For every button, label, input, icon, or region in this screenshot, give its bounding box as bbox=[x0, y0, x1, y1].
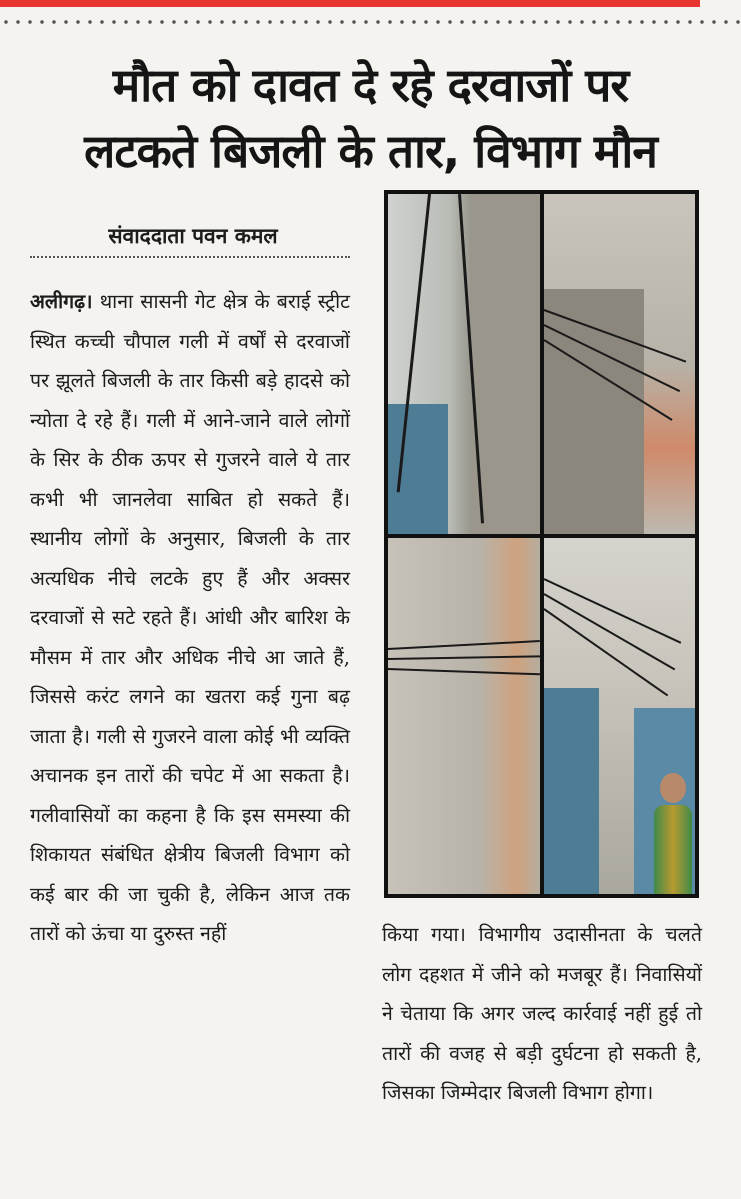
photo-panel-1 bbox=[388, 194, 540, 534]
hanging-wire bbox=[388, 668, 540, 675]
article-left-text: थाना सासनी गेट क्षेत्र के बराई स्ट्रीट स्थित कच्ची चौपाल गली में वर्षों से दरवाजों पर झूलते बिजली के तार किसी बड़े हादसे को न्योता दे रहे हैं। गली में आने-जाने वाले लोगों के सिर के ठीक ऊपर से गुजरने वाले ये तार कभी भी जानलेवा साबित हो सकते हैं। स्थानीय लोगों के अनुसार, बिजली के तार अत्यधिक नीचे लटके हुए हैं और अक्सर दरवाजों से सटे रहते हैं। आंधी और बारिश के मौसम में तार और अधिक नीचे आ जाते हैं, जिससे करंट लगने का खतरा कई गुना बढ़ जाता है। गली से गुजरने वाला कोई भी व्यक्ति अचानक इन तारों की चपेट में आ सकता है। गलीवासियों का कहना है कि इस समस्या की शिकायत संबंधित क्षेत्रीय बिजली विभाग को कई बार की जा चुकी है, लेकिन आज तक तारों को ऊंचा या दुरुस्त नहीं bbox=[30, 290, 351, 945]
photo-panel-4 bbox=[544, 538, 695, 894]
concrete-pillar bbox=[544, 289, 644, 534]
headline-line-2: लटकते बिजली के तार, विभाग मौन bbox=[84, 124, 657, 178]
headline-line-1: मौत को दावत दे रहे दरवाजों पर bbox=[112, 58, 629, 112]
photo-panel-3 bbox=[388, 538, 540, 894]
hanging-wire bbox=[544, 608, 668, 696]
woman-figure bbox=[654, 773, 692, 894]
dateline: अलीगढ़। bbox=[30, 290, 93, 313]
blue-door bbox=[544, 688, 599, 894]
top-red-bar bbox=[0, 0, 700, 7]
blue-door bbox=[388, 404, 448, 534]
headline bbox=[0, 52, 741, 184]
byline-rule bbox=[30, 256, 350, 258]
news-photo-collage bbox=[384, 190, 699, 898]
article-left-column bbox=[30, 282, 350, 954]
byline: संवाददाता पवन कमल bbox=[108, 224, 278, 248]
article-right-column: किया गया। विभागीय उदासीनता के चलते लोग दहशत में जीने को मजबूर हैं। निवासियों ने चेताया कि अगर जल्द कार्रवाई नहीं हुई तो तारों की वजह से बड़ी दुर्घटना हो सकती है, जिसका जिम्मेदार बिजली विभाग होगा। bbox=[382, 923, 702, 1104]
hanging-wire bbox=[388, 640, 540, 650]
dotted-divider bbox=[0, 20, 741, 24]
hanging-wire bbox=[388, 655, 540, 660]
photo-panel-2 bbox=[544, 194, 695, 534]
